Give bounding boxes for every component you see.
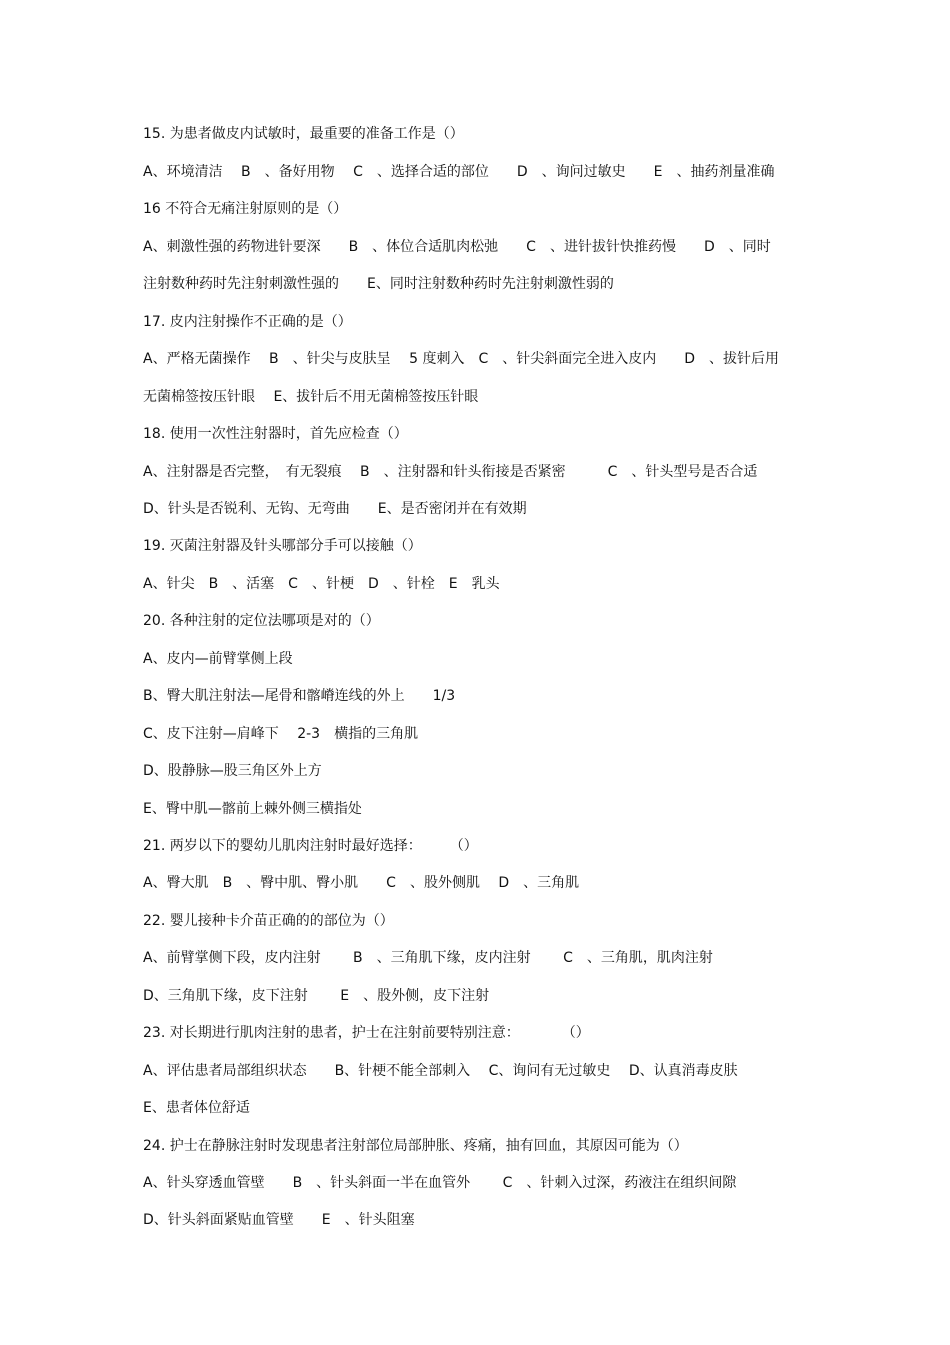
question-15-options: A、环境清洁 B 、备好用物 C 、选择合适的部位 D 、询问过敏史 E 、抽药剂量准确: [143, 164, 775, 180]
question-21: 21. 两岁以下的婴幼儿肌肉注射时最好选择： （）: [143, 838, 478, 854]
question-21-options: A、臀大肌 B 、臀中肌、臀小肌 C 、股外侧肌 D 、三角肌: [143, 875, 580, 891]
question-16-options-line1: A、刺激性强的药物进针要深 B 、体位合适肌肉松弛 C 、进针拔针快推药慢 D 、同时: [143, 239, 771, 255]
question-23: 23. 对长期进行肌肉注射的患者，护士在注射前要特别注意： （）: [143, 1025, 590, 1041]
question-18-options-line1: A、注射器是否完整， 有无裂痕 B 、注射器和针头衔接是否紧密 C 、针头型号是否合适: [143, 464, 758, 480]
question-20-option-e: E、臀中肌—髂前上棘外侧三横指处: [143, 801, 362, 817]
question-20-option-c: C、皮下注射—肩峰下 2-3 横指的三角肌: [143, 726, 419, 742]
question-24-options-line1: A、针头穿透血管壁 B 、针头斜面一半在血管外 C 、针刺入过深，药液注在组织间隙: [143, 1175, 737, 1191]
question-24-options-line2: D、针头斜面紧贴血管壁 E 、针头阻塞: [143, 1212, 415, 1228]
question-22-options-line2: D、三角肌下缘，皮下注射 E 、股外侧，皮下注射: [143, 988, 490, 1004]
question-16-options-line2: 注射数种药时先注射刺激性强的 E、同时注射数种药时先注射刺激性弱的: [143, 276, 614, 292]
question-17-options-line1: A、严格无菌操作 B 、针尖与皮肤呈 5 度刺入 C 、针尖斜面完全进入皮内 D 、拔针后用: [143, 351, 779, 367]
question-15: 15. 为患者做皮内试敏时，最重要的准备工作是（）: [143, 126, 464, 142]
question-23-options-line1: A、评估患者局部组织状态 B、针梗不能全部刺入 C、询问有无过敏史 D、认真消毒皮肤: [143, 1063, 738, 1079]
question-24: 24. 护士在静脉注射时发现患者注射部位局部肿胀、疼痛，抽有回血，其原因可能为（）: [143, 1138, 688, 1154]
question-20-option-d: D、股静脉—股三角区外上方: [143, 763, 322, 779]
question-20-option-b: B、臀大肌注射法—尾骨和髂嵴连线的外上 1/3: [143, 688, 456, 704]
question-23-options-line2: E、患者体位舒适: [143, 1100, 250, 1116]
question-19: 19. 灭菌注射器及针头哪部分手可以接触（）: [143, 538, 422, 554]
question-18: 18. 使用一次性注射器时，首先应检查（）: [143, 426, 408, 442]
question-17-options-line2: 无菌棉签按压针眼 E、拔针后不用无菌棉签按压针眼: [143, 389, 479, 405]
question-16: 16 不符合无痛注射原则的是（）: [143, 201, 348, 217]
question-17: 17. 皮内注射操作不正确的是（）: [143, 314, 352, 330]
question-18-options-line2: D、针头是否锐利、无钩、无弯曲 E、是否密闭并在有效期: [143, 501, 527, 517]
question-22-options-line1: A、前臂掌侧下段，皮内注射 B 、三角肌下缘，皮内注射 C 、三角肌，肌肉注射: [143, 950, 713, 966]
question-22: 22. 婴儿接种卡介苗正确的的部位为（）: [143, 913, 394, 929]
question-19-options: A、针尖 B 、活塞 C 、针梗 D 、针栓 E 乳头: [143, 576, 500, 592]
question-20-option-a: A、皮内—前臂掌侧上段: [143, 651, 293, 667]
question-20: 20. 各种注射的定位法哪项是对的（）: [143, 613, 380, 629]
